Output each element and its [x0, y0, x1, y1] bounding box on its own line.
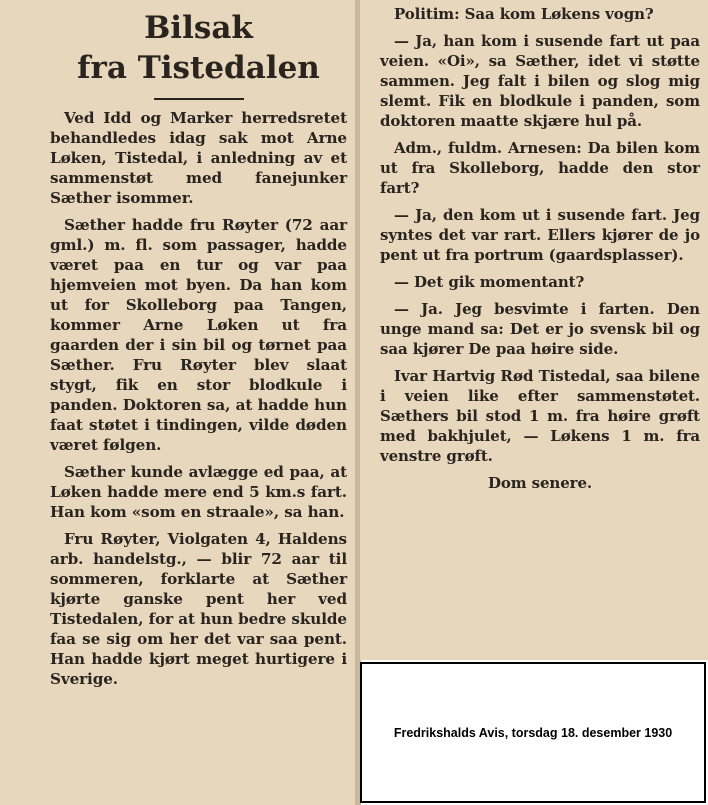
paragraph: Ivar Hartvig Rød Tistedal, saa bilene i veien like efter sammenstøtet. Sæthers bil stod 1 m. fra høire grøft med bakhjulet, — Løkens 1 m. fra venstre grøft.: [380, 367, 700, 465]
paragraph: — Ja. Jeg besvimte i farten. Den unge mand sa: Det er jo svensk bil og saa kjører De paa høire side.: [380, 300, 700, 358]
headline-line-1: Bilsak: [144, 10, 253, 46]
paragraph: — Ja, han kom i susende fart ut paa veien. «Oi», sa Sæther, idet vi støtte sammen. Jeg falt i bilen og slog mig slemt. Fik en blodkule i panden, som doktoren maatte skjære hul på.: [380, 32, 700, 130]
source-caption-box: [360, 662, 706, 803]
paragraph: Adm., fuldm. Arnesen: Da bilen kom ut fra Skolleborg, hadde den stor fart?: [380, 139, 700, 197]
paragraph: Sæther hadde fru Røyter (72 aar gml.) m. fl. som passager, hadde været paa en tur og var paa hjemveien mot byen. Da han kom ut for Skolleborg paa Tangen, kommer Arne Løken ut fra gaarden der i sin bil og tørnet paa Sæther. Fru Røyter blev slaat stygt, fik en stor blodkule i panden. Doktoren sa, at hadde hun faat støtet i tindingen, vilde døden været følgen.: [50, 216, 347, 454]
paragraph: Politim: Saa kom Løkens vogn?: [394, 5, 654, 23]
paragraph: — Det gik momentant?: [394, 273, 585, 291]
source-caption: Fredrikshalds Avis, torsdag 18. desember 1930: [393, 725, 673, 740]
paragraph: Ved Idd og Marker herredsretet behandledes idag sak mot Arne Løken, Tistedal, i anledning av et sammenstøt med fanejunker Sæther isommer.: [50, 109, 347, 207]
paragraph: Sæther kunde avlægge ed paa, at Løken hadde mere end 5 km.s fart. Han kom «som en straale», sa han.: [50, 463, 347, 521]
paragraph-closing: Dom senere.: [487, 474, 593, 492]
paragraph: Fru Røyter, Violgaten 4, Haldens arb. handelstg., — blir 72 aar til sommeren, forklarte at Sæther kjørte ganske pent her ved Tistedalen, for at hun bedre skulde faa se sig om her det var saa pent. Han hadde kjørt meget hurtigere i Sverige.: [50, 530, 347, 688]
headline-line-2: fra Tistedalen: [77, 50, 320, 86]
paragraph: — Ja, den kom ut i susende fart. Jeg syntes det var rart. Ellers kjører de jo pent ut fra portrum (gaardsplasser).: [380, 206, 700, 264]
right-column: [360, 0, 708, 660]
headline-rule: [154, 98, 244, 100]
